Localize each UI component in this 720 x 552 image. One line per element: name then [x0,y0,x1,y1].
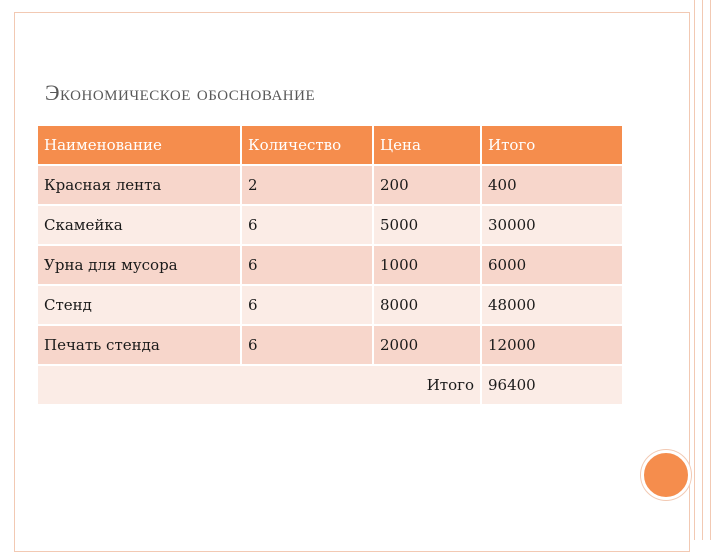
cell-total: 30000 [482,206,622,244]
cell-total: 12000 [482,326,622,364]
cell-quantity: 6 [242,326,372,364]
header-total: Итого [482,126,622,164]
cell-quantity: 6 [242,286,372,324]
header-name: Наименование [38,126,240,164]
table-header-row [38,126,622,164]
cell-price: 200 [374,166,480,204]
header-quantity: Количество [242,126,372,164]
cell-total: 48000 [482,286,622,324]
cell-quantity: 6 [242,246,372,284]
cell-total: 400 [482,166,622,204]
cell-price: 1000 [374,246,480,284]
total-value: 96400 [482,366,622,404]
cell-quantity: 6 [242,206,372,244]
cell-price: 8000 [374,286,480,324]
cell-name: Стенд [38,286,240,324]
cell-quantity: 2 [242,166,372,204]
decorative-circle [641,450,691,500]
table-row [38,326,622,364]
header-price: Цена [374,126,480,164]
slide-title: Экономическое обоснование [45,80,316,105]
decorative-line [702,0,703,540]
table-row [38,246,622,284]
table-row [38,166,622,204]
decorative-line [694,0,695,540]
cell-name: Урна для мусора [38,246,240,284]
cell-price: 2000 [374,326,480,364]
decorative-line [710,0,711,540]
cell-name: Красная лента [38,166,240,204]
table-row [38,286,622,324]
cost-table [36,124,624,406]
cell-price: 5000 [374,206,480,244]
cell-name: Печать стенда [38,326,240,364]
total-label: Итого [38,366,480,404]
cell-name: Скамейка [38,206,240,244]
cell-total: 6000 [482,246,622,284]
total-row [38,366,622,404]
table-row [38,206,622,244]
